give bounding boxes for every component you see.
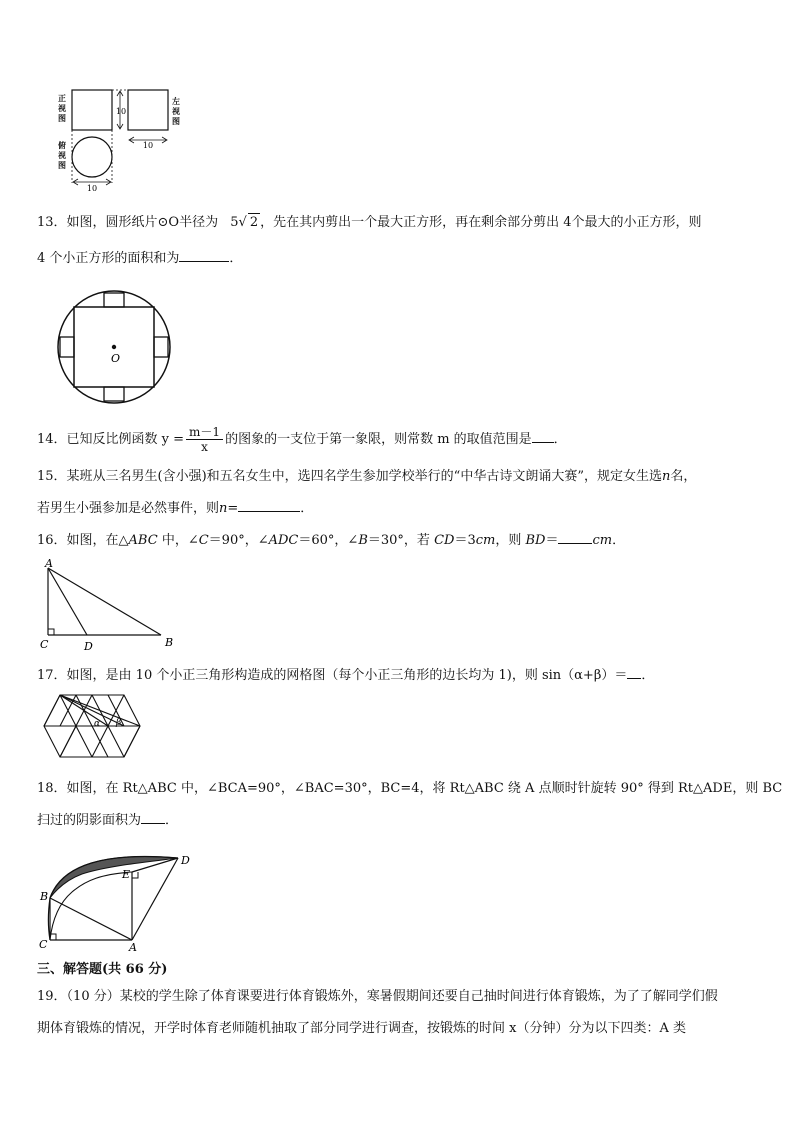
- q18-answer-blank: [141, 811, 165, 824]
- q16-answer-blank: [558, 531, 592, 544]
- q13-period: ．: [229, 251, 243, 266]
- q18-rotation-figure: [36, 848, 206, 954]
- q17-grid-figure: [40, 692, 150, 764]
- q16-triangle-figure: [38, 558, 188, 654]
- q16-text-a: 16．如图，在△: [37, 533, 129, 548]
- q15-var-n: n: [661, 469, 671, 484]
- q13-radicand: 2: [249, 215, 259, 230]
- q16-cm1: cm: [475, 533, 496, 548]
- front-view-label: 正视图: [58, 93, 66, 123]
- q14-text-before: 14．已知反比例函数 y =: [37, 432, 185, 447]
- q16-abc: ABC: [128, 533, 158, 548]
- q15-var-n2: n: [219, 501, 228, 516]
- q13-coef: 5: [230, 215, 239, 230]
- q15-line2: [37, 499, 313, 518]
- q14-fraction: [186, 425, 223, 454]
- q18-label-d: D: [181, 854, 190, 867]
- q16-cm2: cm: [592, 533, 613, 548]
- q18-line1: [37, 780, 782, 798]
- dim-left-width: 10: [142, 141, 154, 150]
- q14-period: ．: [553, 432, 567, 447]
- q19-line2: 期体育锻炼的情况，开学时体育老师随机抽取了部分同学进行调查，按锻炼的时间 x（分钟）分为以下四类：A 类: [37, 1021, 686, 1036]
- q16-text-d: ＝60°，∠: [298, 533, 359, 548]
- q13-center-label: O: [111, 352, 121, 365]
- top-view-label: 俯视图: [58, 140, 66, 170]
- q18-label-a: A: [129, 941, 137, 954]
- left-view-label: 左视图: [172, 96, 180, 126]
- dim-height: 10: [115, 107, 127, 116]
- q18-line2: [37, 811, 178, 830]
- q13-line2: [37, 249, 242, 268]
- q13-circle-figure: [44, 289, 184, 409]
- q17-answer-blank: [627, 666, 641, 679]
- q18-period: ．: [165, 813, 179, 828]
- top-view-circle: [72, 137, 112, 177]
- q16-text-b: 中，∠: [157, 533, 199, 548]
- q14-answer-blank: [532, 430, 554, 443]
- q18-text-line1: 18．如图，在 Rt△ABC 中，∠BCA=90°，∠BAC=30°，BC=4，将 Rt△ABC 绕 A 点顺时针旋转 90° 得到 Rt△ADE，则 BC: [37, 781, 783, 796]
- q18-label-e: E: [122, 868, 131, 881]
- q13-line1: [37, 213, 702, 232]
- q14-denominator: x: [201, 440, 208, 454]
- q13-text-line2: 4 个小正方形的面积和为: [37, 251, 180, 266]
- q15-line1: [37, 468, 696, 486]
- q16-text-f: ＝3: [454, 533, 476, 548]
- q15-text-line1-end: 名，: [670, 469, 697, 484]
- q15-text-line1: 15．某班从三名男生(含小强)和五名女生中，选四名学生参加学校举行的“中华古诗文朗诵大赛”，规定女生选: [37, 469, 662, 484]
- q15-equals: =: [227, 501, 239, 516]
- q17-alpha-label: α: [94, 719, 101, 729]
- q17-beta-label: β: [116, 718, 122, 728]
- dim-bottom-width: 10: [86, 184, 98, 193]
- q15-answer-blank: [238, 499, 300, 512]
- section-3-title: 三、解答题(共 66 分): [37, 962, 168, 977]
- q16-text-h: ＝: [545, 533, 559, 548]
- q16-bd: BD: [525, 533, 546, 548]
- q13-text-a: 13．如图，圆形纸片⊙O半径为: [37, 215, 219, 230]
- q17-period: ．: [641, 668, 655, 683]
- q16-cd: CD: [434, 533, 455, 548]
- q14-line: [37, 424, 567, 456]
- q18-label-c: C: [39, 938, 48, 951]
- q16-label-b: B: [165, 636, 174, 649]
- left-view-square: [128, 90, 168, 130]
- q13-answer-blank: [179, 249, 229, 262]
- front-view-square: [72, 90, 112, 130]
- q16-label-c: C: [40, 638, 49, 651]
- q18-text-line2: 扫过的阴影面积为: [37, 813, 142, 828]
- q19-line1: 19．（10 分）某校的学生除了体育课要进行体育锻炼外，寒暑假期间还要自己抽时间进行体育锻炼，为了了解同学们假: [37, 989, 718, 1004]
- q17-line: [37, 666, 654, 685]
- q16-period: ．: [612, 533, 626, 548]
- q14-numerator: m－1: [186, 425, 223, 440]
- q15-text-line2: 若男生小强参加是必然事件，则: [37, 501, 220, 516]
- q16-b: B: [358, 533, 368, 548]
- q14-text-after: 的图象的一支位于第一象限，则常数 m 的取值范围是: [225, 432, 532, 447]
- q16-line: [37, 531, 625, 550]
- q16-adc: ADC: [268, 533, 299, 548]
- q16-label-d: D: [84, 640, 93, 653]
- q18-label-b: B: [40, 890, 49, 903]
- q16-c: C: [198, 533, 209, 548]
- q17-text: 17．如图，是由 10 个小正三角形构造成的网格图（每个小正三角形的边长均为 1)，则 sin（α+β）＝: [37, 668, 628, 683]
- q15-period: ．: [300, 501, 314, 516]
- q13-text-b: ，先在其内剪出一个最大正方形，再在剩余部分剪出 4个最大的小正方形，则: [260, 215, 702, 230]
- q16-text-e: ＝30°，若: [367, 533, 435, 548]
- q16-label-a: A: [45, 558, 53, 570]
- q16-text-g: ，则: [495, 533, 526, 548]
- sqrt-symbol-icon: √: [238, 215, 247, 230]
- q16-text-c: ＝90°，∠: [208, 533, 269, 548]
